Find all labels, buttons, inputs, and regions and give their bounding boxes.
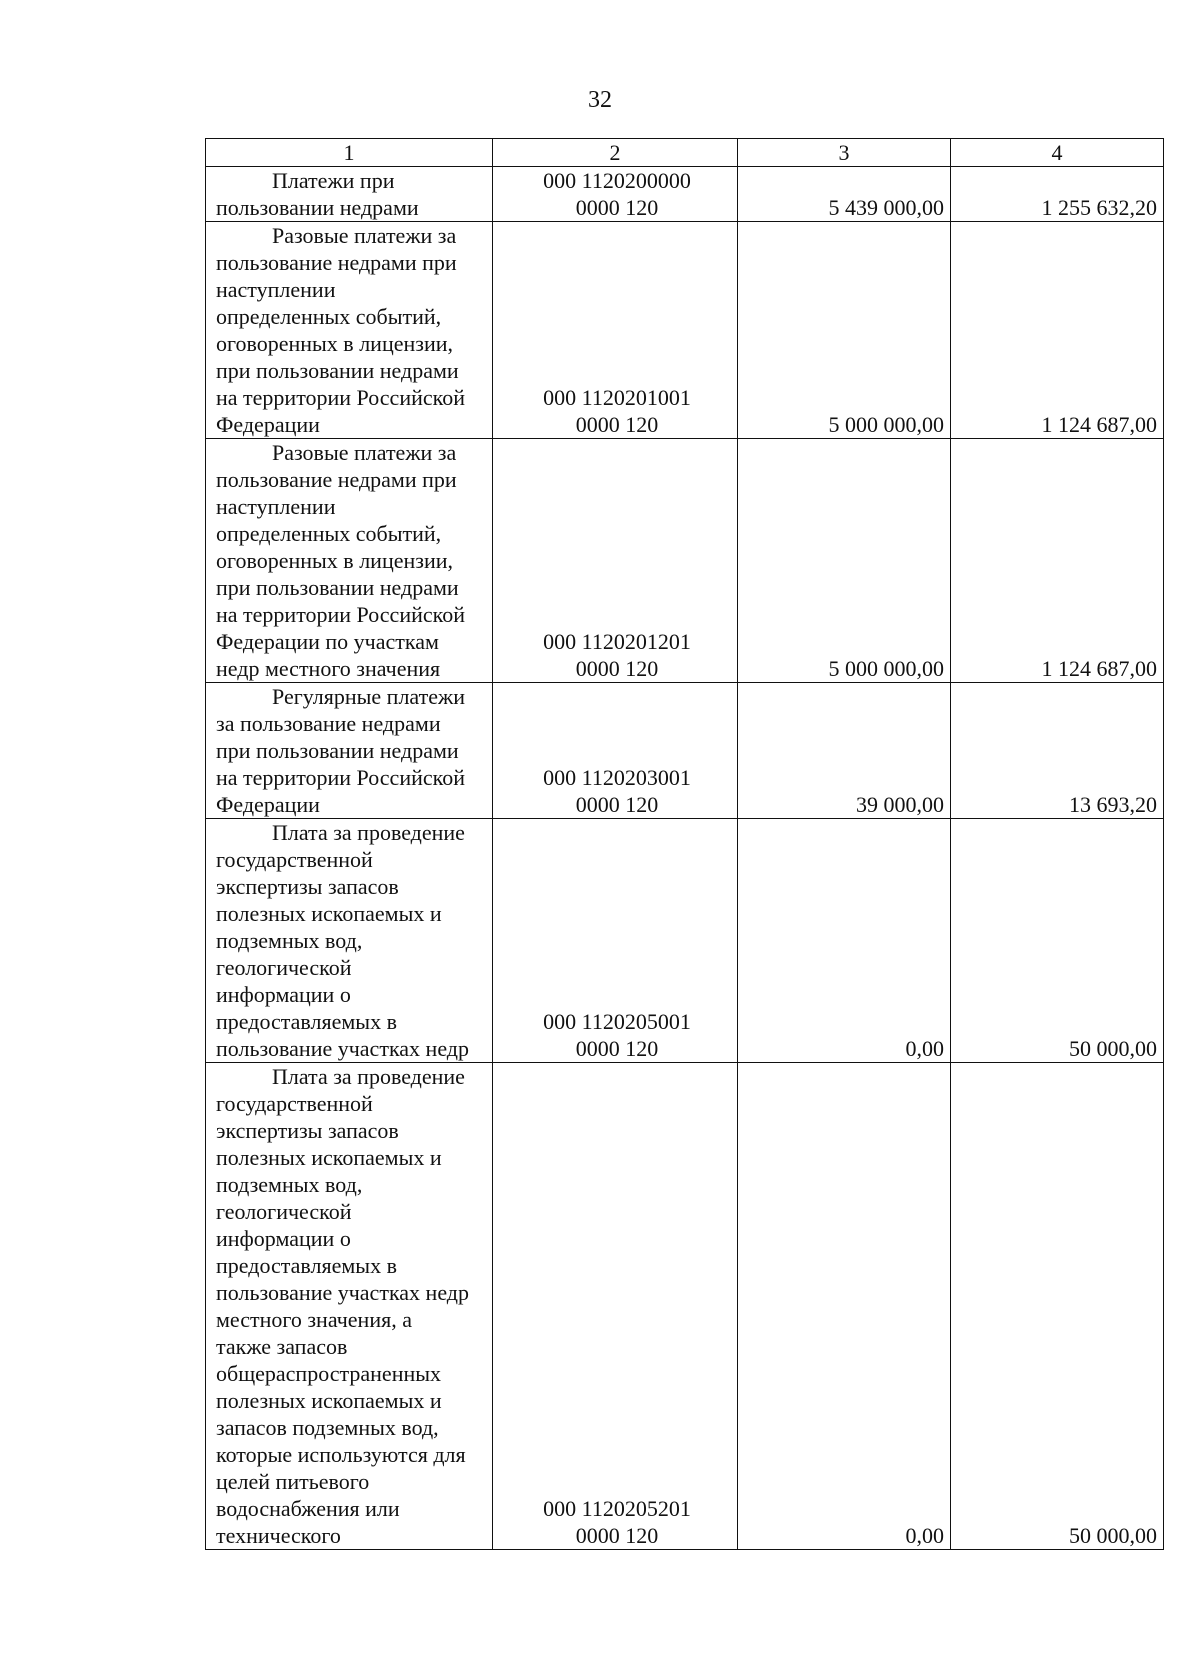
budget-code: 000 1120205001 0000 120: [543, 1009, 691, 1061]
income-name-cell: [206, 819, 493, 1063]
income-name-cell: [206, 167, 493, 222]
income-name: Плата за проведение государственной экспертизы запасов полезных ископаемых и подземных вод, геологической информации о предоставляемых в пользование участках недр местного значения, а также запасов общераспространенных полезных ископаемых и запасов подземных вод, которые используются для целей питьевого водоснабжения или технического: [216, 1064, 469, 1548]
column-number-4: 4: [951, 139, 1164, 167]
income-name-cell: [206, 683, 493, 819]
actual-amount: 1 124 687,00: [951, 439, 1164, 683]
income-name: Разовые платежи за пользование недрами при наступлении определенных событий, оговоренных в лицензии, при пользовании недрами на территории Российской Федерации по участкам недр местного значения: [216, 440, 465, 681]
budget-code-cell: [493, 1063, 738, 1550]
column-number-1: 1: [206, 139, 493, 167]
column-number-3: 3: [738, 139, 951, 167]
planned-amount: 0,00: [738, 819, 951, 1063]
planned-amount: 5 439 000,00: [738, 167, 951, 222]
revenue-table: [205, 138, 1164, 1550]
budget-code-cell: [493, 683, 738, 819]
income-name: Разовые платежи за пользование недрами при наступлении определенных событий, оговоренных в лицензии, при пользовании недрами на территории Российской Федерации: [216, 223, 465, 437]
table-row: [206, 819, 1164, 1063]
table-row: [206, 439, 1164, 683]
income-name-cell: [206, 439, 493, 683]
budget-code-cell: [493, 167, 738, 222]
actual-amount: 50 000,00: [951, 819, 1164, 1063]
actual-amount: 1 255 632,20: [951, 167, 1164, 222]
table-row: [206, 1063, 1164, 1550]
budget-code: 000 1120201201 0000 120: [543, 629, 691, 681]
actual-amount: 13 693,20: [951, 683, 1164, 819]
budget-code-cell: [493, 439, 738, 683]
table-row: [206, 222, 1164, 439]
budget-code: 000 1120201001 0000 120: [543, 385, 691, 437]
planned-amount: 0,00: [738, 1063, 951, 1550]
table-row: [206, 167, 1164, 222]
budget-code: 000 1120205201 0000 120: [543, 1496, 691, 1548]
budget-code-cell: [493, 819, 738, 1063]
income-name: Регулярные платежи за пользование недрами при пользовании недрами на территории Российской Федерации: [216, 684, 465, 817]
table-row: [206, 683, 1164, 819]
table-header-row: [206, 139, 1164, 167]
planned-amount: 5 000 000,00: [738, 439, 951, 683]
actual-amount: 50 000,00: [951, 1063, 1164, 1550]
planned-amount: 5 000 000,00: [738, 222, 951, 439]
budget-code: 000 1120203001 0000 120: [543, 765, 691, 817]
income-name-cell: [206, 1063, 493, 1550]
income-name-cell: [206, 222, 493, 439]
planned-amount: 39 000,00: [738, 683, 951, 819]
budget-code-cell: [493, 222, 738, 439]
page-number: 32: [588, 87, 612, 113]
income-name: Плата за проведение государственной экспертизы запасов полезных ископаемых и подземных вод, геологической информации о предоставляемых в пользование участках недр: [216, 820, 469, 1061]
budget-code: 000 1120200000 0000 120: [543, 168, 691, 220]
column-number-2: 2: [493, 139, 738, 167]
income-name: Платежи при пользовании недрами: [216, 168, 419, 220]
actual-amount: 1 124 687,00: [951, 222, 1164, 439]
